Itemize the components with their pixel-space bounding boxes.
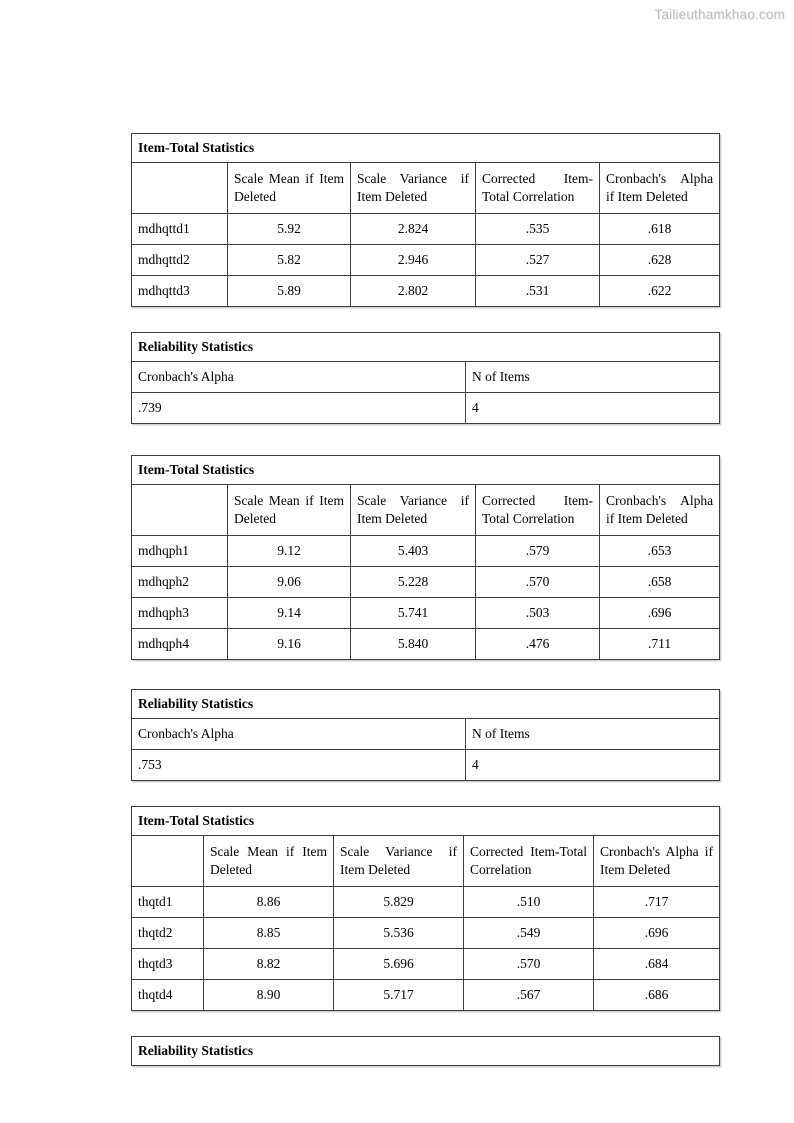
- row-label: thqtd1: [132, 887, 204, 918]
- cronbach-alpha-cell: .684: [594, 949, 720, 980]
- row-label: mdhqttd2: [132, 245, 228, 276]
- scale-mean-cell: 9.14: [228, 598, 351, 629]
- corrected-correlation-cell: .527: [476, 245, 600, 276]
- corrected-correlation-cell: .570: [464, 949, 594, 980]
- scale-variance-cell: 5.403: [351, 536, 476, 567]
- col-header-scale-variance: Scale Variance if Item Deleted: [351, 485, 476, 536]
- table-header-row: [132, 362, 720, 393]
- table-title-row: [132, 134, 720, 163]
- table-header-row: [132, 163, 720, 214]
- cronbach-alpha-cell: .717: [594, 887, 720, 918]
- cronbach-alpha-cell: .696: [594, 918, 720, 949]
- cronbach-alpha-cell: .686: [594, 980, 720, 1011]
- col-header-corrected-correlation: Corrected Item-Total Correlation: [464, 836, 594, 887]
- cronbach-alpha-value: .753: [132, 750, 466, 781]
- col-header-n-of-items: N of Items: [466, 362, 720, 393]
- corrected-correlation-cell: .535: [476, 214, 600, 245]
- scale-variance-cell: 5.228: [351, 567, 476, 598]
- table-title-row: [132, 333, 720, 362]
- col-header-n-of-items: N of Items: [466, 719, 720, 750]
- scale-mean-cell: 8.82: [204, 949, 334, 980]
- col-header-cronbach-alpha: Cronbach's Alpha if Item Deleted: [600, 163, 720, 214]
- corrected-correlation-cell: .567: [464, 980, 594, 1011]
- row-label: mdhqttd1: [132, 214, 228, 245]
- table-header-row: [132, 836, 720, 887]
- corrected-correlation-cell: .570: [476, 567, 600, 598]
- table-row: [132, 567, 720, 598]
- table-row: [132, 598, 720, 629]
- table-header-row: [132, 719, 720, 750]
- corner-cell: [132, 163, 228, 214]
- row-label: thqtd4: [132, 980, 204, 1011]
- col-header-cronbach-alpha: Cronbach's Alpha if Item Deleted: [594, 836, 720, 887]
- table-row: [132, 918, 720, 949]
- col-header-scale-variance: Scale Variance if Item Deleted: [334, 836, 464, 887]
- scale-mean-cell: 9.16: [228, 629, 351, 660]
- col-header-scale-variance: Scale Variance if Item Deleted: [351, 163, 476, 214]
- table-row: [132, 214, 720, 245]
- cronbach-alpha-cell: .653: [600, 536, 720, 567]
- table-row: [132, 629, 720, 660]
- scale-variance-cell: 5.696: [334, 949, 464, 980]
- watermark-text: Tailieuthamkhao.com: [654, 7, 785, 22]
- scale-variance-cell: 5.536: [334, 918, 464, 949]
- table-title: Reliability Statistics: [132, 690, 720, 719]
- corrected-correlation-cell: .510: [464, 887, 594, 918]
- table-row: [132, 750, 720, 781]
- scale-variance-cell: 5.717: [334, 980, 464, 1011]
- col-header-scale-mean: Scale Mean if Item Deleted: [204, 836, 334, 887]
- cronbach-alpha-cell: .658: [600, 567, 720, 598]
- cronbach-alpha-cell: .618: [600, 214, 720, 245]
- row-label: mdhqttd3: [132, 276, 228, 307]
- row-label: mdhqph1: [132, 536, 228, 567]
- table-row: [132, 276, 720, 307]
- row-label: mdhqph4: [132, 629, 228, 660]
- n-of-items-value: 4: [466, 750, 720, 781]
- table-title: Reliability Statistics: [132, 1037, 720, 1066]
- row-label: mdhqph2: [132, 567, 228, 598]
- item-total-statistics-table-2: [131, 455, 720, 660]
- table-title-row: [132, 456, 720, 485]
- scale-mean-cell: 8.90: [204, 980, 334, 1011]
- scale-mean-cell: 5.89: [228, 276, 351, 307]
- col-header-corrected-correlation: Corrected Item-Total Correlation: [476, 163, 600, 214]
- scale-mean-cell: 5.92: [228, 214, 351, 245]
- page-content: [131, 0, 719, 1066]
- table-row: [132, 536, 720, 567]
- corner-cell: [132, 485, 228, 536]
- corrected-correlation-cell: .503: [476, 598, 600, 629]
- table-row: [132, 393, 720, 424]
- table-row: [132, 949, 720, 980]
- scale-mean-cell: 5.82: [228, 245, 351, 276]
- table-title: Reliability Statistics: [132, 333, 720, 362]
- table-header-row: [132, 485, 720, 536]
- scale-mean-cell: 8.85: [204, 918, 334, 949]
- scale-mean-cell: 8.86: [204, 887, 334, 918]
- corrected-correlation-cell: .579: [476, 536, 600, 567]
- row-label: thqtd3: [132, 949, 204, 980]
- col-header-cronbach-alpha: Cronbach's Alpha: [132, 719, 466, 750]
- table-title-row: [132, 807, 720, 836]
- cronbach-alpha-value: .739: [132, 393, 466, 424]
- cronbach-alpha-cell: .696: [600, 598, 720, 629]
- table-title-row: [132, 690, 720, 719]
- cronbach-alpha-cell: .628: [600, 245, 720, 276]
- scale-variance-cell: 5.741: [351, 598, 476, 629]
- scale-variance-cell: 5.840: [351, 629, 476, 660]
- item-total-statistics-table-1: [131, 133, 720, 307]
- reliability-statistics-table-1: [131, 332, 720, 424]
- table-title-row: [132, 1037, 720, 1066]
- table-title: Item-Total Statistics: [132, 456, 720, 485]
- col-header-corrected-correlation: Corrected Item-Total Correlation: [476, 485, 600, 536]
- col-header-cronbach-alpha: Cronbach's Alpha: [132, 362, 466, 393]
- corrected-correlation-cell: .531: [476, 276, 600, 307]
- row-label: thqtd2: [132, 918, 204, 949]
- scale-variance-cell: 5.829: [334, 887, 464, 918]
- scale-mean-cell: 9.06: [228, 567, 351, 598]
- item-total-statistics-table-3: [131, 806, 720, 1011]
- table-title: Item-Total Statistics: [132, 807, 720, 836]
- table-row: [132, 980, 720, 1011]
- reliability-statistics-table-2: [131, 689, 720, 781]
- scale-mean-cell: 9.12: [228, 536, 351, 567]
- table-row: [132, 887, 720, 918]
- scale-variance-cell: 2.824: [351, 214, 476, 245]
- col-header-cronbach-alpha: Cronbach's Alpha if Item Deleted: [600, 485, 720, 536]
- table-row: [132, 245, 720, 276]
- scale-variance-cell: 2.802: [351, 276, 476, 307]
- cronbach-alpha-cell: .711: [600, 629, 720, 660]
- reliability-statistics-table-3: [131, 1036, 720, 1066]
- col-header-scale-mean: Scale Mean if Item Deleted: [228, 163, 351, 214]
- scale-variance-cell: 2.946: [351, 245, 476, 276]
- corrected-correlation-cell: .549: [464, 918, 594, 949]
- table-title: Item-Total Statistics: [132, 134, 720, 163]
- col-header-scale-mean: Scale Mean if Item Deleted: [228, 485, 351, 536]
- cronbach-alpha-cell: .622: [600, 276, 720, 307]
- corrected-correlation-cell: .476: [476, 629, 600, 660]
- row-label: mdhqph3: [132, 598, 228, 629]
- corner-cell: [132, 836, 204, 887]
- n-of-items-value: 4: [466, 393, 720, 424]
